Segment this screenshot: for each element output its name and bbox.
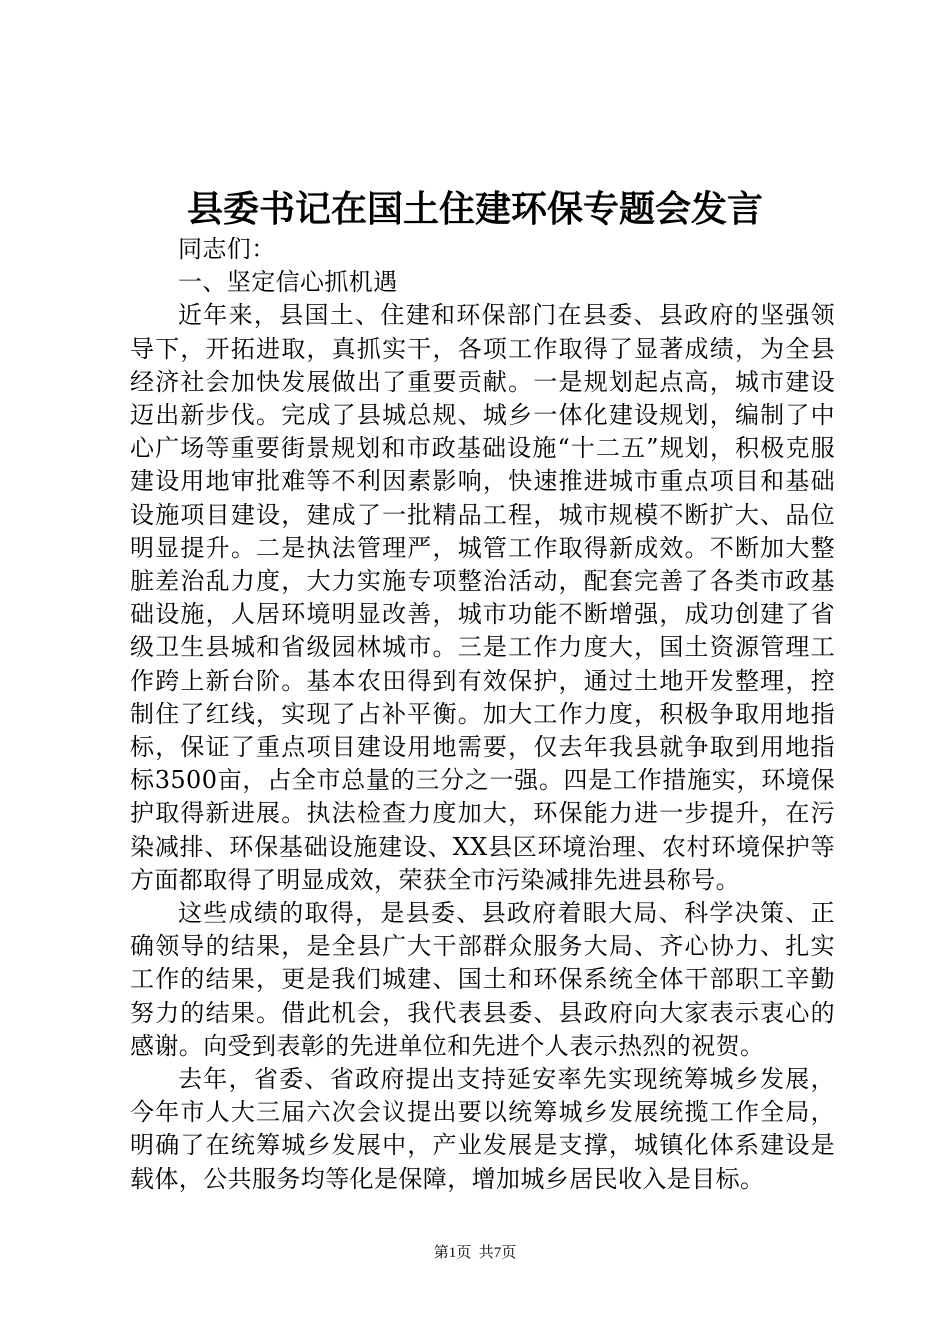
document-body — [130, 233, 835, 1196]
page-total: 共7页 — [478, 1245, 517, 1261]
section-heading: 一、坚定信心抓机遇 — [178, 268, 398, 297]
page-number: 第1页 — [433, 1245, 472, 1261]
document-title: 县委书记在国土住建环保专题会发言 — [186, 188, 763, 230]
paragraph: 近年来，县国土、住建和环保部门在县委、县政府的坚强领导下，开拓进取，真抓实干，各项工作取得了显著成绩，为全县经济社会加快发展做出了重要贡献。一是规划起点高，城市建设迈出新步伐。完成了县城总规、城乡一体化建设规划，编制了中心广场等重要街景规划和市政基础设施“十二五”规划，积极克服建设用地审批难等不利因素影响，快速推进城市重点项目和基础设施项目建设，建成了一批精品工程，城市规模不断扩大、品位明显提升。二是执法管理严，城管工作取得新成效。不断加大整脏差治乱力度，大力实施专项整治活动，配套完善了各类市政基础设施，人居环境明显改善，城市功能不断增强，成功创建了省级卫生县城和省级园林城市。三是工作力度大，国土资源管理工作跨上新台阶。基本农田得到有效保护，通过土地开发整理，控制住了红线，实现了占补平衡。加大工作力度，积极争取用地指标，保证了重点项目建设用地需要，仅去年我县就争取到用地指标3500亩，占全市总量的三分之一强。四是工作措施实，环境保护取得新进展。执法检查力度加大，环保能力进一步提升，在污染减排、环保基础设施建设、XX县区环境治理、农村环境保护等方面都取得了明显成效，荣获全市污染减排先进县称号。 — [130, 301, 835, 894]
paragraph: 这些成绩的取得，是县委、县政府着眼大局、科学决策、正确领导的结果，是全县广大干部群众服务大局、齐心协力、扎实工作的结果，更是我们城建、国土和环保系统全体干部职工辛勤努力的结果。借此机会，我代表县委、县政府向大家表示衷心的感谢。向受到表彰的先进单位和先进个人表示热烈的祝贺。 — [130, 899, 835, 1060]
paragraph: 去年，省委、省政府提出支持延安率先实现统筹城乡发展，今年市人大三届六次会议提出要以统筹城乡发展统揽工作全局，明确了在统筹城乡发展中，产业发展是支撑，城镇化体系建设是载体，公共服务均等化是保障，增加城乡居民收入是目标。 — [130, 1065, 835, 1193]
salutation: 同志们： — [178, 235, 276, 263]
page-footer — [0, 1243, 950, 1263]
